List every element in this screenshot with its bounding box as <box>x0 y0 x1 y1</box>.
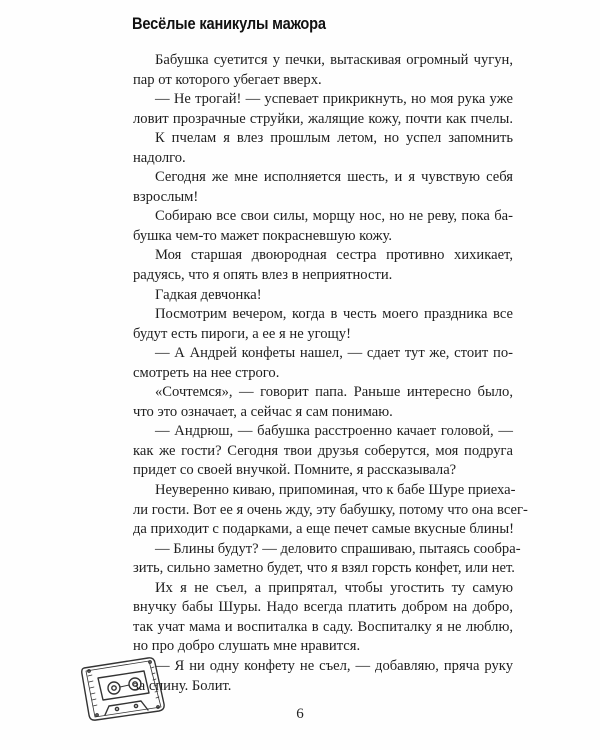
text-line: — Андрюш, — бабушка расстроенно качает головой, — <box>155 423 513 440</box>
text-line: Моя старшая двоюродная сестра противно хихикает, <box>155 247 513 264</box>
text-line: — Не трогай! — успевает прикрикнуть, но моя рука уже <box>155 91 513 108</box>
text-line: да приходит с подарками, а еще печет самые вкусные блины! <box>133 521 514 538</box>
text-line: Неуверенно киваю, припоминая, что к бабе Шуре приеха- <box>155 482 516 499</box>
text-line: «Сочтемся», — говорит папа. Раньше интересно было, <box>155 384 513 401</box>
text-line: — А Андрей конфеты нашел, — сдает тут же, стоит по- <box>155 345 513 362</box>
text-line: будут есть пироги, а ее я не угощу! <box>133 325 351 342</box>
text-line: Бабушка суетится у печки, вытаскивая огромный чугун, <box>155 52 513 68</box>
text-line: — Я ни одну конфету не съел, — добавляю, пряча руку <box>155 657 513 674</box>
text-line: зить, сильно заметно будет, что я взял горсть конфет, или нет. <box>133 560 515 577</box>
text-line: Собираю все свои силы, морщу нос, но не реву, пока ба- <box>155 208 513 225</box>
text-line: Сегодня же мне исполняется шесть, и я чувствую себя <box>155 169 513 186</box>
page-number: 6 <box>296 706 304 722</box>
text-line: Их я не съел, а припрятал, чтобы угостить ту самую <box>155 579 513 596</box>
text-line: но про добро слушать мне нравится. <box>133 638 361 655</box>
text-line: надолго. <box>133 149 186 166</box>
text-line: что это означает, а сейчас я сам понимаю. <box>133 403 393 420</box>
text-line: за спину. Болит. <box>133 677 232 694</box>
text-line: Гадкая девчонка! <box>155 286 262 303</box>
text-line: внучку бабы Шуры. Надо всегда платить добром на добро, <box>133 599 513 616</box>
text-line: взрослым! <box>133 188 199 205</box>
body-text <box>133 51 528 696</box>
text-line: ли гости. Вот ее я очень жду, эту бабушку, потому что она всег- <box>133 501 528 518</box>
text-line: так учат мама и воспиталка в саду. Воспиталку я не люблю, <box>133 618 513 635</box>
text-line: смотреть на нее строго. <box>133 364 280 381</box>
text-line: придет со своей внучкой. Помните, я рассказывала? <box>133 462 457 479</box>
running-head-title: Весёлые каникулы мажора <box>132 14 326 33</box>
text-line: К пчелам я влез прошлым летом, но успел запомнить <box>155 130 513 147</box>
text-line: ловит прозрачные струйки, жалящие кожу, почти как пчелы. <box>133 110 513 127</box>
text-line: Посмотрим вечером, когда в честь моего праздника все <box>155 306 513 323</box>
text-line: — Блины будут? — деловито спрашиваю, пытаясь сообра- <box>155 540 521 557</box>
text-line: пар от которого убегает вверх. <box>133 71 322 88</box>
text-line: радуясь, что я опять влез в неприятности. <box>133 267 393 284</box>
text-line: как же гости? Сегодня твои друзья соберутся, моя подруга <box>133 442 513 459</box>
text-line: бушка чем-то мажет покрасневшую кожу. <box>133 227 393 244</box>
